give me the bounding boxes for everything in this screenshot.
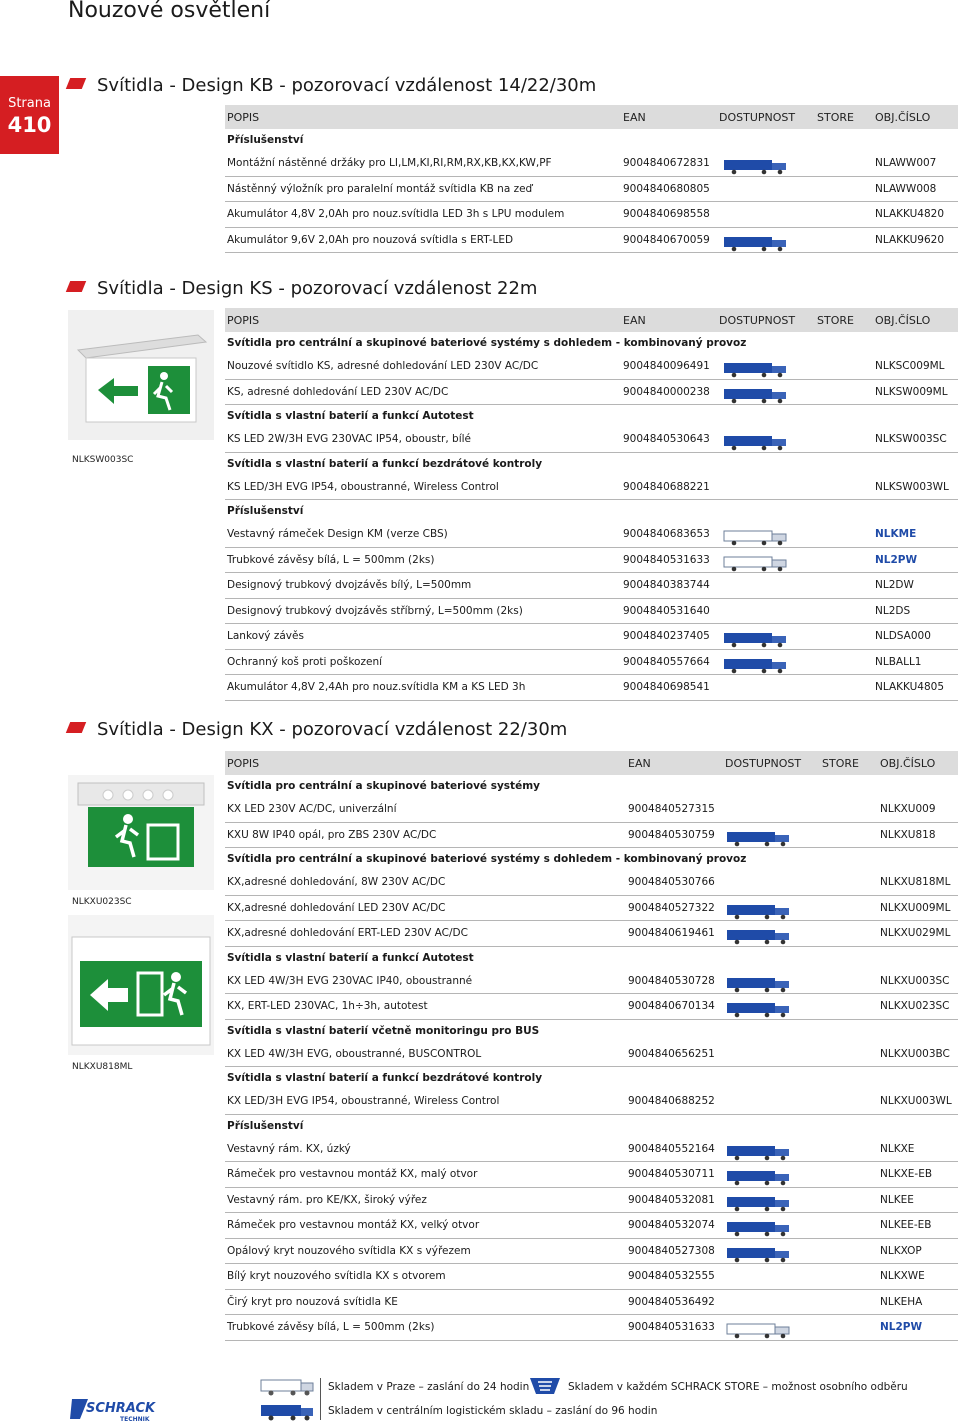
table-row [225, 1137, 958, 1163]
legend-store: Skladem v každém SCHRACK STORE – možnost osobního odběru [568, 1381, 908, 1393]
table-row [225, 573, 958, 599]
truck-light-icon [722, 556, 792, 572]
table-row [225, 475, 958, 501]
row-ean: 9004840698558 [623, 208, 710, 220]
row-code[interactable]: NLKEE [880, 1193, 914, 1206]
row-desc: KX LED 4W/3H EVG, oboustranné, BUSCONTROL [227, 1047, 482, 1060]
svg-text:SCHRACK: SCHRACK [86, 1401, 156, 1416]
table-row [225, 1042, 958, 1068]
row-desc: Nástěnný výložník pro paralelní montáž svítidla KB na zeď [227, 182, 533, 195]
row-code[interactable]: NL2DW [875, 579, 914, 591]
row-desc: Čirý kryt pro nouzová svítidla KE [227, 1295, 398, 1308]
photo-label-ks: NLKSW003SC [72, 455, 134, 465]
row-ean: 9004840680805 [623, 182, 710, 195]
page-number-tab [0, 76, 59, 154]
row-ean: 9004840532074 [628, 1219, 715, 1231]
truck-light-icon [725, 1323, 795, 1339]
row-code[interactable]: NLAKKU4805 [875, 681, 945, 693]
table-row [225, 1290, 958, 1316]
col-dostupnost: DOSTUPNOST [719, 111, 796, 124]
group-title [225, 1067, 958, 1089]
group-title-text: Svítidla s vlastní baterií a funkcí Autotest [227, 410, 474, 422]
group-title [225, 1115, 958, 1137]
row-code[interactable]: NLKXWE [880, 1270, 925, 1282]
row-desc: Akumulátor 9,6V 2,0Ah pro nouzová svítidla s ERT-LED [227, 233, 514, 246]
table-row [225, 675, 958, 701]
table-row [225, 548, 958, 574]
group-title [225, 129, 958, 151]
table-row [225, 1239, 958, 1265]
table-row [225, 624, 958, 650]
section-title-text: Svítidla - Design KB - pozorovací vzdálenost 14/22/30m [97, 75, 597, 96]
table-row [225, 380, 958, 406]
store-icon [528, 1376, 562, 1396]
table-row [225, 1315, 958, 1341]
group-title-text: Svítidla pro centrální a skupinové bateriové systémy s dohledem - kombinovaný provoz [227, 853, 747, 865]
row-code[interactable]: NLKSW003SC [875, 433, 947, 445]
col-dostupnost: DOSTUPNOST [719, 314, 796, 327]
col-cislo: OBJ.ČÍSLO [875, 111, 931, 124]
row-code[interactable]: NLAWW007 [875, 157, 937, 169]
product-table-ks [225, 308, 958, 701]
schrack-logo [70, 1397, 164, 1423]
table-row [225, 1188, 958, 1214]
page-number: 410 [7, 113, 52, 137]
truck-icon [722, 159, 792, 175]
truck-icon [725, 904, 795, 920]
col-cislo: OBJ.ČÍSLO [875, 314, 931, 327]
row-desc: Vestavný rám. KX, úzký [227, 1142, 351, 1155]
row-desc: KX LED 4W/3H EVG 230VAC IP40, oboustranné [227, 974, 473, 987]
table-row [225, 354, 958, 380]
row-code[interactable]: NLKXU009ML [880, 901, 951, 914]
group-title [225, 1020, 958, 1042]
table-row [225, 994, 958, 1020]
product-photo-ks [68, 310, 214, 440]
row-code[interactable]: NLAKKU4820 [875, 208, 945, 220]
row-desc: Nouzové svítidlo KS, adresné dohledování LED 230V AC/DC [227, 360, 539, 372]
row-desc: Rámeček pro vestavnou montáž KX, malý otvor [227, 1168, 478, 1180]
row-ean: 9004840000238 [623, 385, 710, 398]
section-title-kb [68, 75, 596, 96]
section-marker [66, 78, 86, 89]
truck-icon [725, 1247, 795, 1263]
row-code[interactable]: NLDSA000 [875, 630, 931, 642]
group-title [225, 775, 958, 797]
product-table-kx [225, 751, 958, 1341]
row-ean: 9004840527315 [628, 803, 715, 815]
table-row [225, 228, 958, 254]
row-code[interactable]: NLKXU003SC [880, 974, 950, 987]
row-code[interactable]: NLKXU009 [880, 803, 936, 815]
row-ean: 9004840527322 [628, 901, 715, 914]
group-title [225, 500, 958, 522]
row-code[interactable]: NLKXU003BC [880, 1047, 950, 1060]
row-ean: 9004840096491 [623, 360, 710, 372]
col-popis: POPIS [227, 757, 260, 770]
table-row [225, 969, 958, 995]
truck-icon [725, 1196, 795, 1212]
row-desc: Akumulátor 4,8V 2,0Ah pro nouz.svítidla LED 3h s LPU modulem [227, 208, 565, 220]
table-row [225, 1162, 958, 1188]
col-ean: EAN [628, 757, 651, 770]
group-title-text: Svítidla s vlastní baterií a funkcí bezdrátové kontroly [227, 1072, 543, 1084]
row-code[interactable]: NLKSW003WL [875, 480, 949, 493]
row-code[interactable]: NLKXE-EB [880, 1168, 933, 1180]
row-code[interactable]: NLKXE [880, 1142, 915, 1155]
row-ean: 9004840237405 [623, 630, 710, 642]
row-ean: 9004840688252 [628, 1095, 715, 1107]
table-row [225, 650, 958, 676]
group-title [225, 453, 958, 475]
row-desc: Lankový závěs [227, 630, 304, 642]
row-ean: 9004840530766 [628, 876, 715, 888]
row-desc: KS LED/3H EVG IP54, oboustranné, Wireless Control [227, 480, 499, 493]
truck-light-icon [255, 1377, 317, 1397]
truck-icon [255, 1402, 317, 1422]
row-code[interactable]: NLKXOP [880, 1244, 922, 1257]
group-title [225, 332, 958, 354]
table-row [225, 522, 958, 548]
group-title-text: Svítidla s vlastní baterií a funkcí Autotest [227, 951, 474, 964]
row-code[interactable]: NLAWW008 [875, 182, 937, 195]
row-desc: Opálový kryt nouzového svítidla KX s výřezem [227, 1244, 471, 1257]
section-marker [66, 722, 86, 733]
section-title-text: Svítidla - Design KX - pozorovací vzdálenost 22/30m [97, 719, 568, 740]
row-ean: 9004840670134 [628, 1000, 715, 1012]
row-desc: Ochranný koš proti poškození [227, 655, 383, 668]
truck-light-icon [722, 530, 792, 546]
group-title-text: Svítidla s vlastní baterií a funkcí bezdrátové kontroly [227, 457, 543, 470]
truck-icon [725, 977, 795, 993]
product-photo-kx-ceiling [68, 775, 214, 890]
row-desc: Vestavný rámeček Design KM (verze CBS) [227, 528, 448, 540]
row-desc: Designový trubkový dvojzávěs bílý, L=500mm [227, 579, 472, 591]
row-ean: 9004840619461 [628, 927, 715, 939]
truck-icon [725, 1221, 795, 1237]
photo-label-kx-2: NLKXU818ML [72, 1062, 133, 1072]
table-header [225, 751, 958, 775]
table-header [225, 308, 958, 332]
row-ean: 9004840670059 [623, 233, 710, 246]
row-code[interactable]: NL2PW [875, 553, 918, 566]
row-code[interactable]: NL2PW [880, 1321, 923, 1333]
table-row [225, 797, 958, 823]
product-photo-kx-wall [68, 915, 214, 1055]
row-ean: 9004840557664 [623, 655, 710, 668]
row-code[interactable]: NLBALL1 [875, 655, 922, 668]
row-desc: Montážní nástěnné držáky pro LI,LM,KI,RI,RM,RX,KB,KX,KW,PF [227, 157, 552, 169]
legend-central: Skladem v centrálním logistickém skladu – zaslání do 96 hodin [328, 1405, 658, 1417]
row-desc: KX LED/3H EVG IP54, oboustranné, Wireless Control [227, 1095, 500, 1107]
row-ean: 9004840531640 [623, 604, 710, 617]
svg-text:TECHNIK: TECHNIK [120, 1416, 150, 1423]
truck-icon [722, 362, 792, 378]
row-ean: 9004840536492 [628, 1295, 715, 1308]
row-desc: KX LED 230V AC/DC, univerzální [227, 803, 397, 815]
row-code[interactable]: NLKEE-EB [880, 1219, 932, 1231]
col-dostupnost: DOSTUPNOST [725, 757, 802, 770]
row-code[interactable]: NLKXU029ML [880, 927, 951, 939]
section-title-text: Svítidla - Design KS - pozorovací vzdálenost 22m [97, 278, 538, 299]
row-ean: 9004840656251 [628, 1047, 715, 1060]
page-tab-label: Strana [8, 96, 51, 111]
row-desc: KS, adresné dohledování LED 230V AC/DC [227, 385, 449, 398]
truck-icon [722, 388, 792, 404]
page-title: Nouzové osvětlení [68, 0, 271, 23]
row-desc: Bílý kryt nouzového svítidla KX s otvorem [227, 1270, 446, 1282]
row-code[interactable]: NLKXU818ML [880, 876, 951, 888]
row-ean: 9004840698541 [623, 681, 710, 693]
row-code[interactable]: NLKSW009ML [875, 385, 948, 398]
row-code[interactable]: NLKME [875, 528, 917, 540]
group-title-text: Příslušenství [227, 1119, 304, 1132]
row-ean: 9004840531633 [623, 553, 710, 566]
group-title-text: Příslušenství [227, 134, 304, 146]
row-desc: KX,adresné dohledování ERT-LED 230V AC/DC [227, 927, 468, 939]
col-store: STORE [817, 314, 854, 327]
row-code[interactable]: NLKSC009ML [875, 360, 945, 372]
row-ean: 9004840532081 [628, 1193, 715, 1206]
row-desc: KX,adresné dohledování, 8W 230V AC/DC [227, 876, 446, 888]
row-code[interactable]: NLAKKU9620 [875, 233, 945, 246]
table-row [225, 921, 958, 947]
photo-label-kx-1: NLKXU023SC [72, 897, 132, 907]
col-ean: EAN [623, 314, 646, 327]
col-store: STORE [822, 757, 859, 770]
product-table-kb [225, 105, 958, 253]
row-desc: KXU 8W IP40 opál, pro ZBS 230V AC/DC [227, 828, 437, 841]
row-code[interactable]: NLKEHA [880, 1295, 923, 1308]
row-ean: 9004840688221 [623, 480, 710, 493]
legend-divider [320, 1378, 321, 1420]
row-desc: Trubkové závěsy bílá, L = 500mm (2ks) [227, 553, 435, 566]
legend-prague: Skladem v Praze – zaslání do 24 hodin [328, 1381, 530, 1393]
col-cislo: OBJ.ČÍSLO [880, 757, 936, 770]
row-ean: 9004840530728 [628, 974, 715, 987]
row-ean: 9004840383744 [623, 579, 710, 591]
group-title-text: Příslušenství [227, 505, 304, 517]
truck-icon [725, 1145, 795, 1161]
truck-icon [725, 1170, 795, 1186]
group-title-text: Svítidla s vlastní baterií včetně monitoringu pro BUS [227, 1024, 540, 1037]
row-desc: KX, ERT-LED 230VAC, 1h÷3h, autotest [227, 1000, 428, 1012]
row-ean: 9004840527308 [628, 1244, 715, 1257]
truck-icon [725, 831, 795, 847]
row-code[interactable]: NL2DS [875, 604, 911, 617]
row-ean: 9004840683653 [623, 528, 710, 540]
table-row [225, 151, 958, 177]
table-row [225, 1213, 958, 1239]
table-row [225, 870, 958, 896]
table-row [225, 1089, 958, 1115]
row-desc: KX,adresné dohledování LED 230V AC/DC [227, 901, 446, 914]
table-row [225, 599, 958, 625]
row-desc: Designový trubkový dvojzávěs stříbrný, L=500mm (2ks) [227, 604, 523, 617]
row-desc: Vestavný rám. pro KE/KX, široký výřez [227, 1193, 427, 1206]
table-row [225, 896, 958, 922]
row-ean: 9004840552164 [628, 1142, 715, 1155]
truck-icon [722, 632, 792, 648]
group-title [225, 947, 958, 969]
row-desc: Akumulátor 4,8V 2,4Ah pro nouz.svítidla KM a KS LED 3h [227, 681, 526, 693]
row-desc: Rámeček pro vestavnou montáž KX, velký otvor [227, 1219, 480, 1231]
col-popis: POPIS [227, 314, 260, 327]
row-desc: KS LED 2W/3H EVG 230VAC IP54, oboustr, bílé [227, 433, 471, 445]
col-popis: POPIS [227, 111, 260, 124]
row-ean: 9004840672831 [623, 157, 710, 169]
row-ean: 9004840531633 [628, 1321, 715, 1333]
table-row [225, 202, 958, 228]
group-title-text: Svítidla pro centrální a skupinové bateriové systémy s dohledem - kombinovaný provoz [227, 337, 747, 349]
truck-icon [722, 435, 792, 451]
group-title [225, 848, 958, 870]
table-row [225, 1264, 958, 1290]
section-title-ks [68, 278, 537, 299]
group-title [225, 405, 958, 427]
truck-icon [722, 658, 792, 674]
truck-icon [725, 1002, 795, 1018]
col-ean: EAN [623, 111, 646, 124]
section-marker [66, 281, 86, 292]
row-ean: 9004840532555 [628, 1270, 715, 1282]
row-desc: Trubkové závěsy bílá, L = 500mm (2ks) [227, 1321, 435, 1333]
table-row [225, 177, 958, 203]
row-ean: 9004840530711 [628, 1168, 715, 1180]
truck-icon [722, 236, 792, 252]
section-title-kx [68, 719, 567, 740]
truck-icon [725, 929, 795, 945]
table-row [225, 823, 958, 849]
group-title-text: Svítidla pro centrální a skupinové bateriové systémy [227, 780, 540, 792]
table-row [225, 427, 958, 453]
row-code[interactable]: NLKXU003WL [880, 1095, 952, 1107]
row-code[interactable]: NLKXU023SC [880, 1000, 950, 1012]
table-header [225, 105, 958, 129]
col-store: STORE [817, 111, 854, 124]
row-ean: 9004840530643 [623, 433, 710, 445]
row-code[interactable]: NLKXU818 [880, 828, 936, 841]
row-ean: 9004840530759 [628, 828, 715, 841]
